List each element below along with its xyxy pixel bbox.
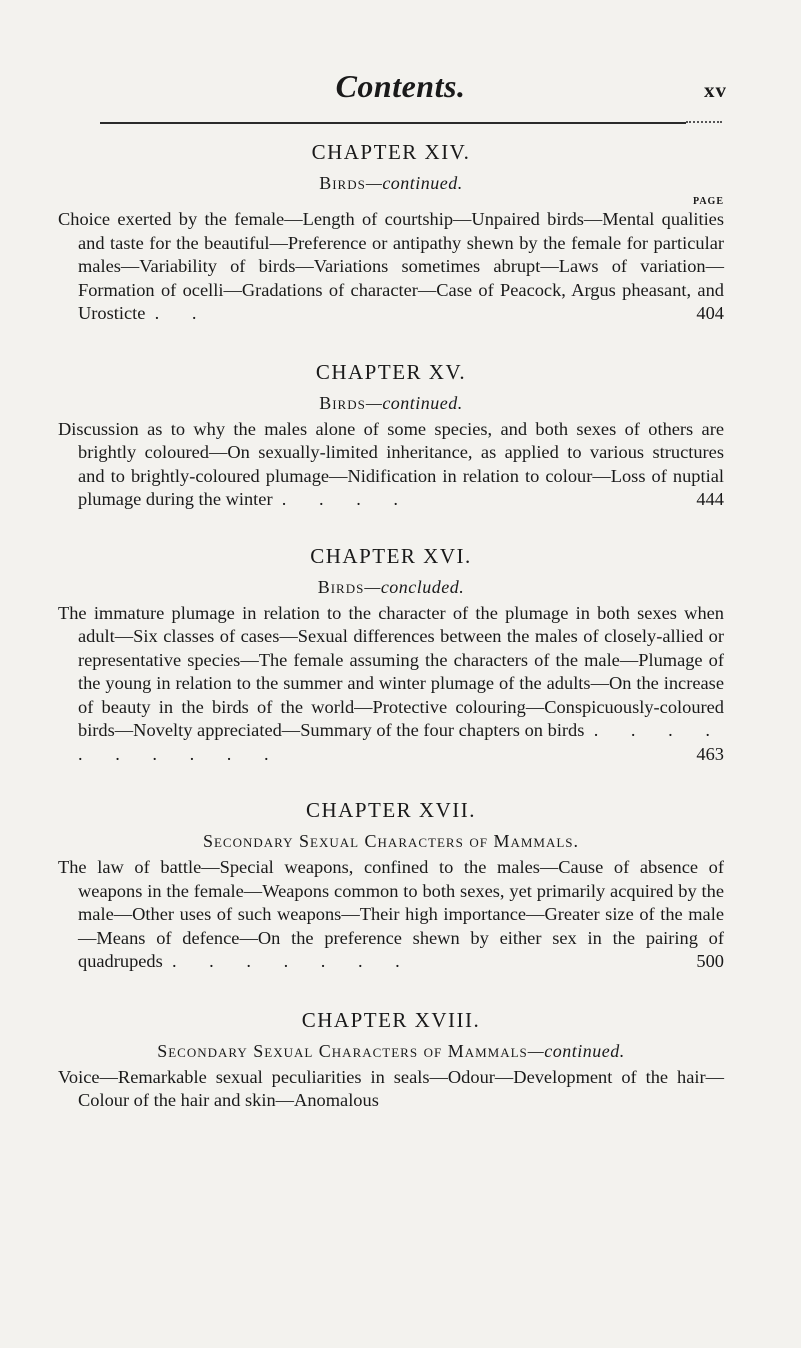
chapter-summary — [58, 856, 724, 974]
chapter-entry — [58, 544, 724, 767]
chapter-subject — [58, 393, 724, 414]
chapter-subject — [58, 1041, 724, 1062]
chapter-heading: CHAPTER XV. — [315, 359, 467, 384]
chapter-subject — [58, 173, 724, 194]
chapter-page-number: 444 — [696, 489, 724, 509]
chapter-subject-title: Birds — [319, 173, 366, 193]
chapter-summary-text: Choice exerted by the female—Length of courtship—Unpaired birds—Mental qualities and taste for the beautiful—Preference or antipathy shewn by the female for particular males—Variability of birds—Variations sometimes abrupt—Laws of variation—Formation of ocelli—Gradations of character—Case of Peacock, Argus pheasant, and Urosticte — [58, 209, 724, 323]
chapter-subject-title: Birds — [319, 392, 366, 413]
header-rule-dotted — [686, 121, 722, 123]
page-column-label: PAGE — [692, 196, 724, 207]
dot-leader: . . . . . . . — [171, 951, 414, 971]
chapter-summary-text: Voice—Remarkable sexual peculiarities in seals—Odour—Development of the hair—Colour of the hair and skin—Anomalous — [58, 1066, 724, 1110]
chapter-summary — [58, 418, 724, 512]
chapter-entry — [58, 360, 724, 512]
chapter-page-number: 500 — [696, 951, 724, 971]
chapter-subject — [58, 577, 724, 598]
chapter-subject-note: —concluded. — [364, 576, 465, 597]
chapter-summary — [58, 208, 724, 326]
chapter-page-number: 404 — [696, 303, 724, 323]
chapter-heading: CHAPTER XVIII. — [301, 1007, 481, 1032]
running-head-title: Contents. — [335, 68, 466, 104]
chapter-subject-title: Secondary Sexual Characters of Mammals. — [202, 831, 580, 851]
chapter-summary-text: The immature plumage in relation to the character of the plumage in both sexes when adult—Six classes of cases—Sexual differences between the males of closely-allied or representative species—The female assuming the characters of the male—Plumage of the young in relation to the summer and winter plumage of the adults—On the increase of beauty in the birds of the world—Protective colouring—Conspicuously-coloured birds—Novelty appreciated—Summary of the four chapters on birds — [58, 602, 724, 740]
chapter-summary — [58, 602, 724, 767]
chapter-summary — [58, 1066, 724, 1113]
chapter-entry — [58, 798, 724, 974]
contents-listing — [58, 140, 724, 1113]
chapter-subject — [58, 831, 724, 852]
chapter-subject-note: —continued. — [527, 1040, 625, 1061]
page-folio: xv — [704, 78, 727, 102]
chapter-summary-text: The law of battle—Special weapons, confined to the males—Cause of absence of weapons in the female—Weapons common to both sexes, yet primarily acquired by the male—Other uses of such weapons—Their high importance—Greater size of the male—Means of defence—On the preference shewn by either sex in the pairing of quadrupeds — [58, 857, 724, 971]
chapter-entry — [58, 140, 724, 326]
dot-leader: . . . . . . . . . . — [78, 720, 724, 764]
chapter-entry — [58, 1008, 724, 1113]
running-head — [0, 68, 801, 108]
chapter-subject-note: —continued. — [365, 173, 463, 193]
chapter-subject-note: —continued. — [365, 392, 463, 413]
chapter-summary-text: Discussion as to why the males alone of some species, and both sexes of others are brightly coloured—On sexually-limited inheritance, as applied to various structures and to brightly-coloured plumage—Nidification in relation to colour—Loss of nuptial plumage during the winter — [58, 418, 724, 509]
chapter-heading: CHAPTER XVI. — [310, 543, 472, 568]
dot-leader: . . . . — [281, 489, 412, 509]
chapter-subject-title: Birds — [317, 576, 365, 597]
chapter-page-number: 463 — [696, 743, 724, 764]
dot-leader: . . — [154, 303, 211, 323]
chapter-subject-title: Secondary Sexual Characters of Mammals — [157, 1040, 528, 1061]
chapter-heading: CHAPTER XVII. — [306, 798, 476, 822]
chapter-heading: CHAPTER XIV. — [311, 140, 471, 164]
header-rule — [100, 122, 686, 124]
